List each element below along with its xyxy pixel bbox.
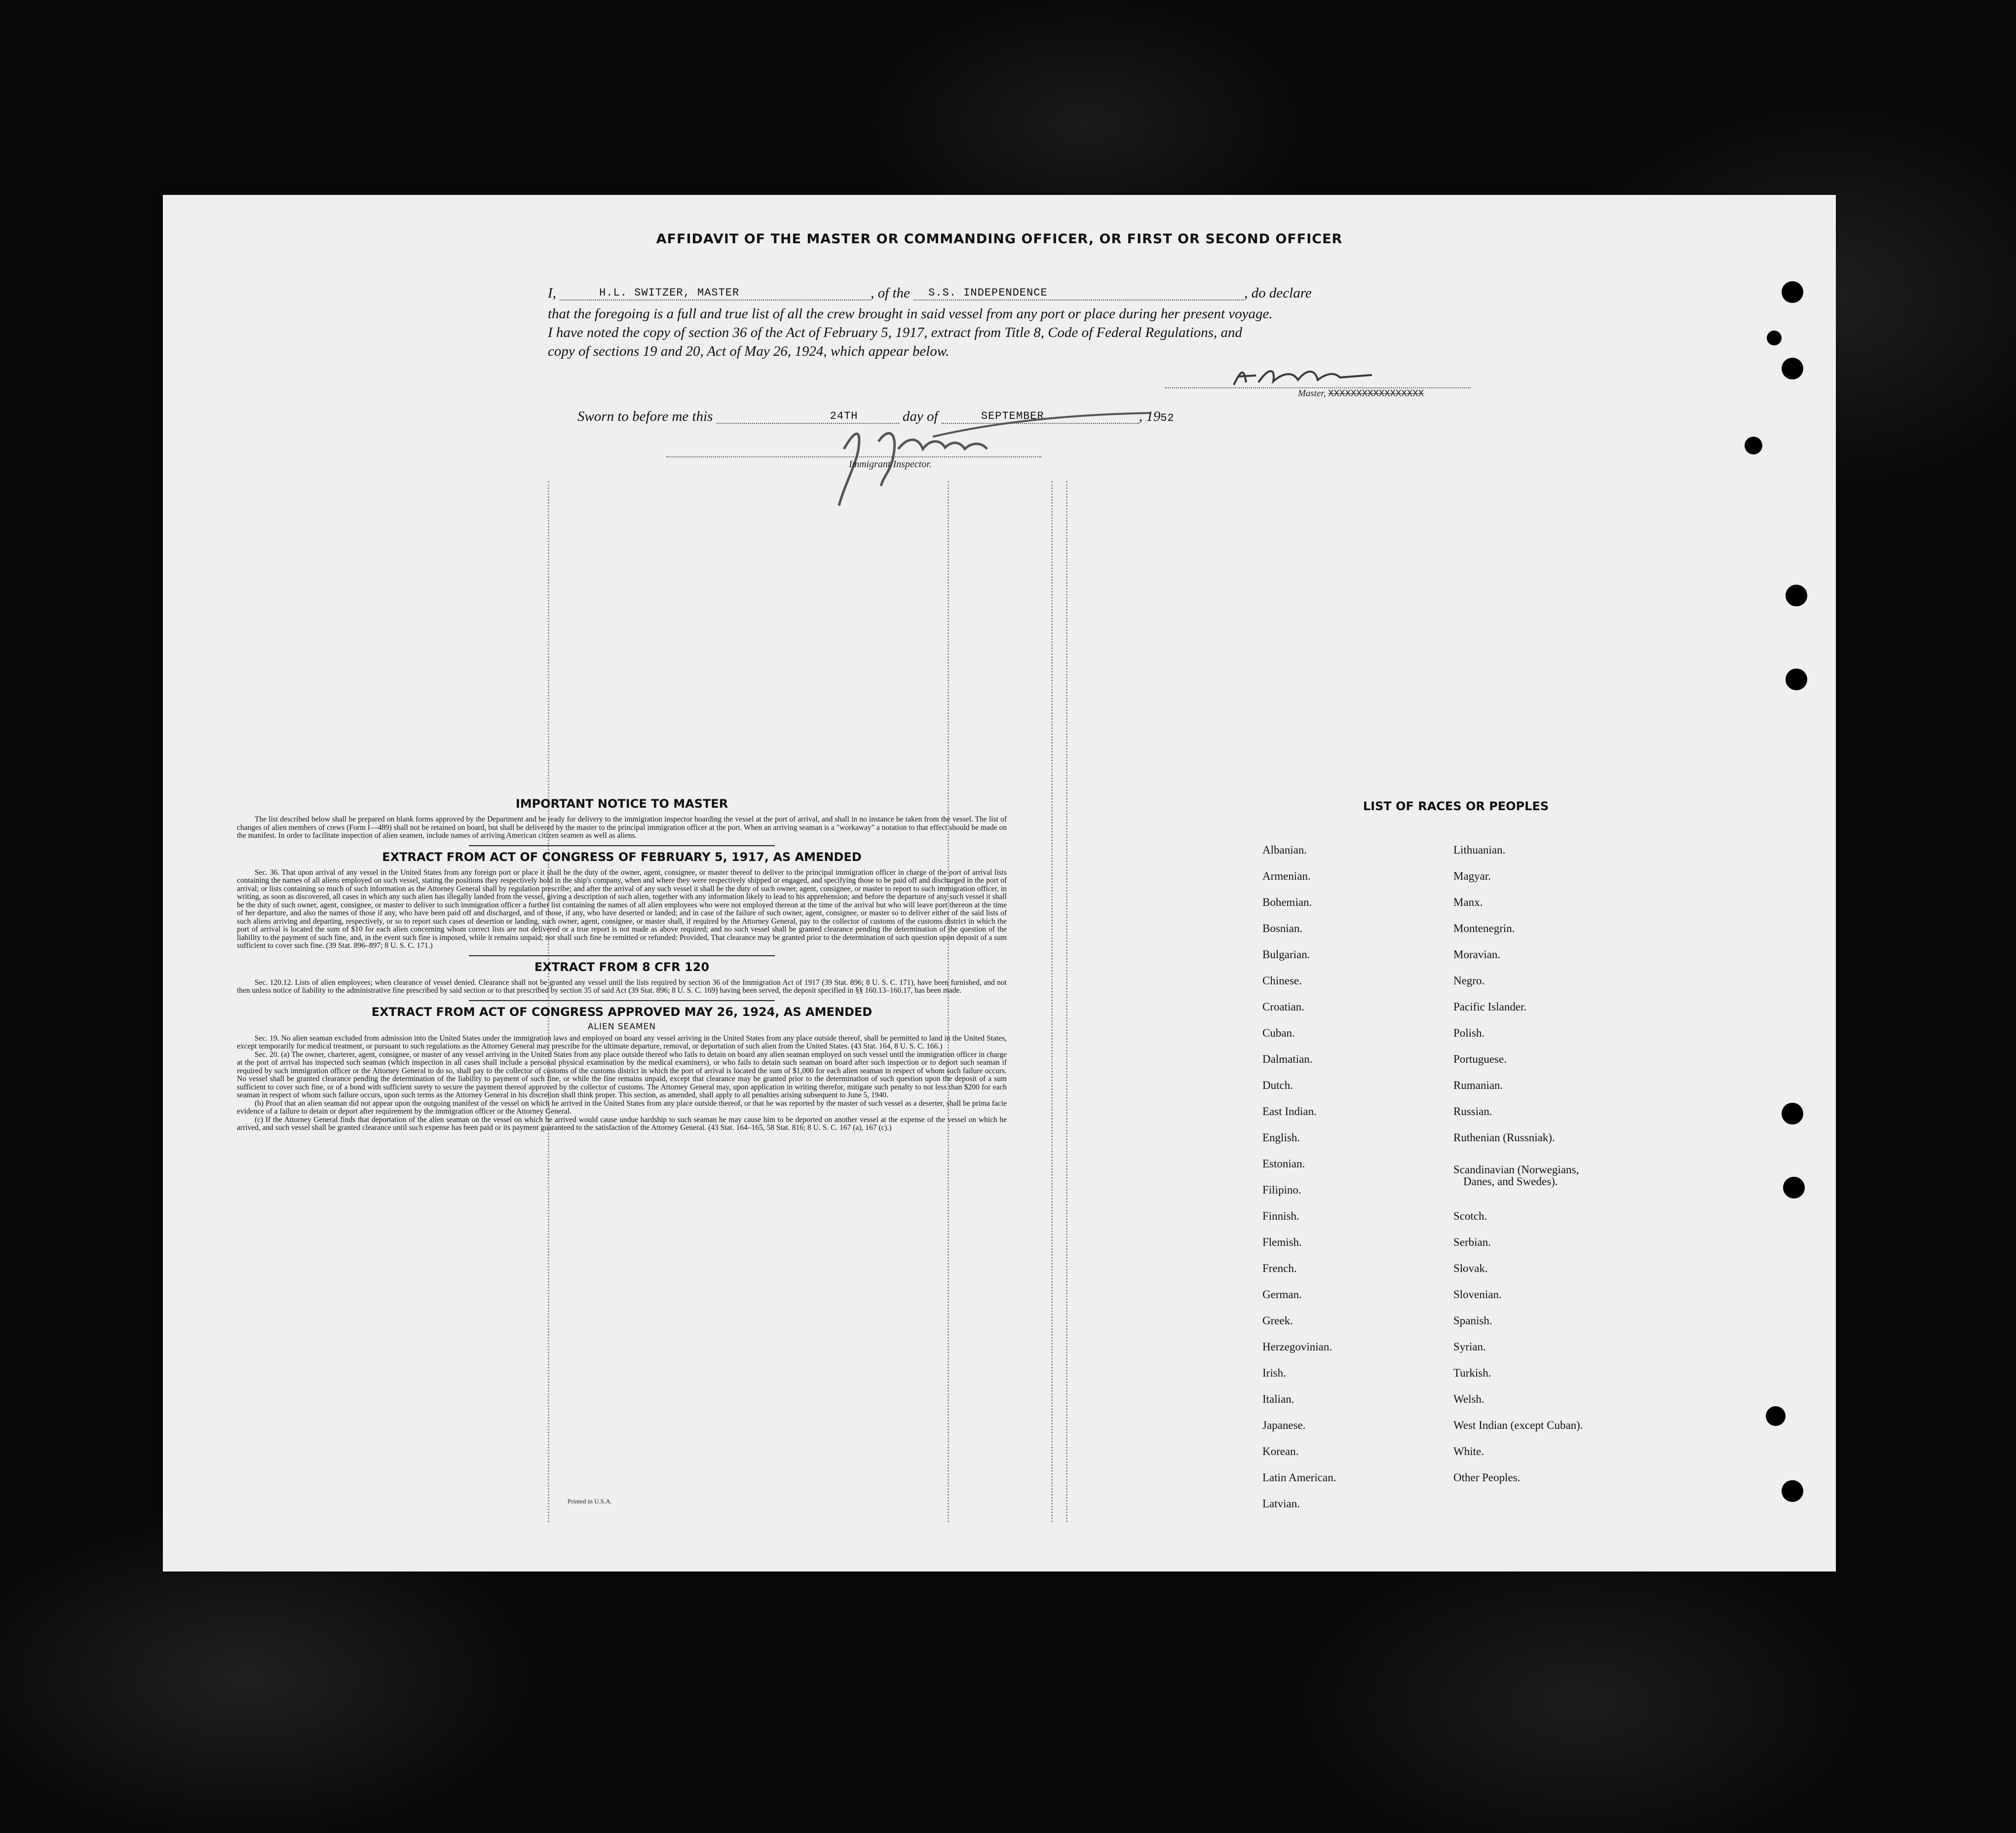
extract-cfr-text: Sec. 120.12. Lists of alien employees; when clearance of vessel denied. Clearance shall not be granted any vessel until the lists required by section 36 of the Immigration Act of 1917 (39 Stat. 896; 8 U. S. C. 171), have been furnished, and not then unless notice of liability to the administrative fine prescribed by said section or to that prescribed by section 35 of said Act (39 Stat. 896; 8 U. S. C. 169) having been served, the deposit specified in §§ 160.13–160.17, has been made. [237,978,1007,995]
sworn-day: 24TH [830,410,858,422]
punch-hole [1745,437,1762,454]
race-left: Estonian. [1262,1158,1305,1170]
affidavit-title: AFFIDAVIT OF THE MASTER OR COMMANDING OFFICER, OR FIRST OR SECOND OFFICER [656,231,1343,247]
race-left: East Indian. [1262,1105,1317,1118]
notices-column [237,797,1007,1132]
master-name: H.L. SWITZER, MASTER [599,287,740,299]
race-right: White. [1453,1445,1484,1458]
punch-hole [1767,331,1782,345]
race-right: Other Peoples. [1453,1471,1521,1484]
vessel-field [913,288,1244,300]
sec-20a-text: Sec. 20. (a) The owner, charterer, agent, consignee, or master of any vessel arriving in the United States from any place outside thereof who fails to detain on board any alien seaman employed on such vessel until the immigration officer in charge at the port of arrival has inspected such seaman (which inspection in all cases shall include a personal physical examination by the medical examiners), or who fails to detain such seaman on board after such inspection or to deport such seaman if required by such immigration officer or the Attorney General to do so, shall pay to the collector of customs of the customs district in which the port of arrival is located the sum of $1,000 for each alien seaman in respect of whom such failure occurs. No vessel shall be granted clearance pending the determination of the liability to payment of such fine, or while the fine remains unpaid, except that clearance may be granted prior to the determination of such question upon the deposit of a sum sufficient to cover such fine, or of a bond with sufficient surety to secure the payment thereof approved by the collector of customs. The Attorney General may, upon application in writing therefor, mitigate such penalty to not less than $200 for each seaman in respect of whom such failure occurs, upon such terms as the Attorney General in his discretion shall think proper. This section, as amended, shall apply to all penalties arising subsequent to June 5, 1940. [237,1050,1007,1099]
race-right: Russian. [1453,1105,1492,1118]
race-left: French. [1262,1262,1297,1274]
year-prefix: , 19 [1139,409,1161,424]
master-name-field [560,288,871,300]
race-right: Negro. [1453,974,1485,987]
race-right: Turkish. [1453,1367,1491,1379]
notice-text: The list described below shall be prepared on blank forms approved by the Department and be ready for delivery to the immigration inspector boarding the vessel at the port of arrival, and shall in no instance be taken from the vessel. The list of changes of alien members of crews (Form I—489) shall not be retained on board, but shall be delivered by the master to the principal immigration officer at the port. When an arriving seaman is a "workaway" a notation to that effect should be made on the manifest. In order to facilitate inspection of alien seamen, include names of arriving American citizen seamen as well as aliens. [237,815,1007,840]
printed-in-usa: Printed in U.S.A. [568,1497,612,1505]
sec-20c-text: (c) If the Attorney General finds that deportation of the alien seaman on the vessel on which he arrived would cause undue hardship to such seaman he may cause him to be deported on another vessel at the expense of the vessel on which he arrived, and such vessel shall be granted clearance until such expense has been paid or its payment guaranteed to the satisfaction of the Attorney General. (43 Stat. 164–165, 58 Stat. 816; 8 U. S. C. 167 (a), 167 (c).) [237,1115,1007,1132]
race-left: Dutch. [1262,1079,1293,1091]
punch-hole [1786,585,1807,606]
declaration-line-1 [548,286,1312,300]
race-left: Japanese. [1262,1419,1306,1431]
race-left: Italian. [1262,1393,1294,1405]
sworn-year: 52 [1160,412,1175,424]
race-left: Finnish. [1262,1210,1299,1222]
race-right: Ruthenian (Russniak). [1453,1131,1555,1144]
race-right: Scotch. [1453,1210,1487,1222]
divider [469,955,775,956]
race-right: Manx. [1453,896,1483,908]
alien-seamen-subtitle: ALIEN SEAMEN [587,1021,656,1032]
race-right: Slovak. [1453,1262,1488,1274]
race-right: Danes, and Swedes). [1463,1175,1558,1188]
struck-title-text: XXXXXXXXXXXXXXXXX [1328,388,1424,399]
race-right: Serbian. [1453,1236,1491,1248]
race-left: Irish. [1262,1367,1286,1379]
race-right: Pacific Islander. [1453,1001,1527,1013]
race-right: Portuguese. [1453,1053,1507,1065]
race-left: Filipino. [1262,1184,1301,1196]
punch-hole [1782,1480,1803,1502]
race-left: Latvian. [1262,1497,1300,1510]
sec-20b-text: (b) Proof that an alien seaman did not appear upon the outgoing manifest of the vessel on which he arrived in the United States from any place outside thereof, or that he was reported by the master of such vessel as a deserter, shall be prima facie evidence of a failure to detain or deport after requirement by the immigration officer or the Attorney General. [237,1099,1007,1116]
punch-hole [1786,669,1807,690]
declaration-line-2: that the foregoing is a full and true list of all the crew brought in said vessel from any port or place during her present voyage. [548,306,1273,322]
vessel-name: S.S. INDEPENDENCE [928,287,1048,299]
race-right: Montenegrin. [1453,922,1515,935]
declaration-line-4: copy of sections 19 and 20, Act of May 26, 1924, which appear below. [548,343,950,359]
race-left: Flemish. [1262,1236,1302,1248]
race-right: Welsh. [1453,1393,1484,1405]
column-rule [1051,481,1053,1522]
race-right: Polish. [1453,1027,1485,1039]
sec-19-text: Sec. 19. No alien seaman excluded from admission into the United States under the immigration laws and employed on board any vessel arriving in the United States from any place outside thereof, shall be permitted to land in the United States, except temporarily for medical treatment, or pursuant to such regulations as the Attorney General may prescribe for the ultimate departure, removal, or deportation of such alien from the United States. (43 Stat. 164, 8 U. S. C. 166.) [237,1034,1007,1050]
master-caption-text: Master, [1298,388,1326,399]
race-left: Cuban. [1262,1027,1295,1039]
notice-title: IMPORTANT NOTICE TO MASTER [515,797,728,811]
race-right: Moravian. [1453,948,1501,961]
race-right: West Indian (except Cuban). [1453,1419,1583,1431]
race-left: Korean. [1262,1445,1299,1458]
extract-1917-text: Sec. 36. That upon arrival of any vessel in the United States from any foreign port or place it shall be the duty of the owner, agent, consignee, or master thereof to deliver to the principal immigration officer in charge of the port of arrival lists containing the names of all aliens employed on such vessel, stating the positions they respectively hold in the ship's company, when and where they were respectively shipped or engaged, and specifying those to be paid off and discharged in the port of arrival; or lists containing so much of such information as the Attorney General shall by regulation prescribe; and after the arrival of any such vessel it shall be the duty of such owner, agent, consignee, or master to report to such immigration officer, in writing, as soon as discovered, all cases in which any such alien has illegally landed from the vessel, giving a description of such alien, together with any information likely to lead to his apprehension; and before the departure of any such vessel it shall be the duty of such owner, agent, consignee, or master to deliver to such immigration officer a further list containing the names of all alien employees who were not employed thereon at the time of the arrival but who will leave port thereon at the time of her departure, and also the names of those if any, who have been paid off and discharged, and of those, if any, who have deserted or landed; and in case of the failure of such owner, agent, consignee, or master so to deliver either of the said lists of such aliens arriving and departing, respectively, or so to report such cases of desertion or landing, such owner, agent, consignee, or master shall, if required by the Attorney General, pay to the collector of customs of the customs district in which the port of arrival is located the sum of $10 for each alien concerning whom correct lists are not delivered or a true report is not made as above required; and no such vessel shall be granted clearance pending the determination of the question of the liability to the payment of such fine, and, in the event such fine is imposed, while it remains unpaid; nor shall such fine be remitted or refunded: Provided, That clearance may be granted prior to the determination of such question upon deposit of a sum sufficient to cover such fine. (39 Stat. 896–897; 8 U. S. C. 171.) [237,868,1007,950]
punch-hole [1782,281,1803,303]
punch-hole [1783,1177,1805,1198]
race-left: Bulgarian. [1262,948,1310,961]
punch-hole [1782,358,1803,379]
race-left: Albanian. [1262,844,1307,856]
race-right: Spanish. [1453,1314,1492,1327]
race-left: Armenian. [1262,870,1311,882]
race-left: Bohemian. [1262,896,1312,908]
race-right: Rumanian. [1453,1079,1503,1091]
sworn-label: Sworn to before me this [577,409,713,424]
divider [469,845,775,846]
day-of-label: day of [902,409,938,424]
race-left: German. [1262,1288,1302,1301]
manifest-page [163,195,1836,1571]
inspector-caption: Immigrant Inspector. [849,459,932,470]
race-right: Syrian. [1453,1341,1486,1353]
extract-cfr-title: EXTRACT FROM 8 CFR 120 [534,960,710,974]
race-left: Herzegovinian. [1262,1341,1332,1353]
divider [469,1000,775,1001]
sworn-month: SEPTEMBER [981,410,1044,422]
extract-1917-title: EXTRACT FROM ACT OF CONGRESS OF FEBRUARY 5, 1917, AS AMENDED [382,850,862,864]
race-left: Latin American. [1262,1471,1336,1484]
races-title: LIST OF RACES OR PEOPLES [1363,799,1549,813]
race-left: Greek. [1262,1314,1293,1327]
column-rule [1066,481,1067,1522]
race-left: Chinese. [1262,974,1302,987]
race-left: Croatian. [1262,1001,1304,1013]
declaration-line-3: I have noted the copy of section 36 of the Act of February 5, 1917, extract from Title 8, Code of Federal Regulations, and [548,325,1243,340]
do-declare-label: , do declare [1244,285,1312,301]
punch-hole [1766,1406,1786,1426]
extract-1924-title: EXTRACT FROM ACT OF CONGRESS APPROVED MAY 26, 1924, AS AMENDED [371,1005,873,1019]
i-label: I, [548,285,556,301]
race-left: English. [1262,1131,1300,1144]
race-left: Bosnian. [1262,922,1303,935]
of-the-label: , of the [871,285,910,301]
race-right: Lithuanian. [1453,844,1506,856]
master-caption [1298,388,1424,399]
race-right: Scandinavian (Norwegians, [1453,1163,1579,1176]
race-right: Magyar. [1453,870,1491,882]
race-left: Dalmatian. [1262,1053,1313,1065]
punch-hole [1782,1103,1803,1124]
race-right: Slovenian. [1453,1288,1502,1301]
